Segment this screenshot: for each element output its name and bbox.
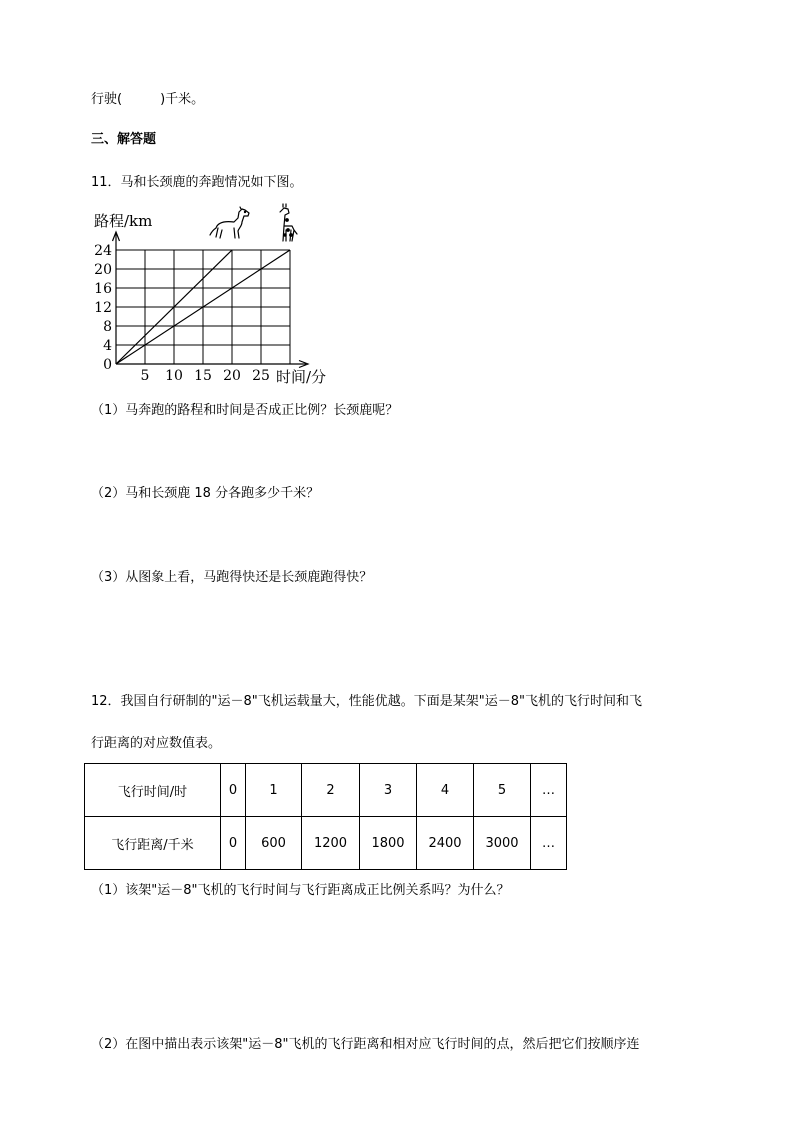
- table-cell: 3: [360, 764, 417, 817]
- q12-sub2: （2）在图中描出表示该架"运－8"飞机的飞行距离和相对应飞行时间的点，然后把它们按顺序连: [91, 1037, 640, 1052]
- x-tick-label: 20: [223, 368, 241, 384]
- table-cell: 0: [221, 764, 246, 817]
- row-header-distance: 飞行距离/千米: [85, 817, 221, 870]
- table-cell: 4: [417, 764, 474, 817]
- y-tick-label: 16: [94, 281, 112, 297]
- table-cell: 5: [474, 764, 531, 817]
- chart-ticks: [94, 243, 270, 384]
- table-cell: …: [531, 764, 567, 817]
- y-tick-label: 0: [103, 357, 112, 373]
- table-cell: 2400: [417, 817, 474, 870]
- table-cell: …: [531, 817, 567, 870]
- y-tick-label: 4: [103, 338, 112, 354]
- distance-time-chart: [88, 202, 348, 392]
- q11-sub3: （3）从图象上看，马跑得快还是长颈鹿跑得快？: [91, 570, 373, 585]
- table-cell: 600: [246, 817, 302, 870]
- table-row: [85, 817, 567, 870]
- q11-stem: 11．马和长颈鹿的奔跑情况如下图。: [91, 175, 303, 190]
- x-tick-label: 25: [252, 368, 270, 384]
- answer-text-after: )千米。: [160, 92, 205, 107]
- y-tick-label: 8: [103, 319, 112, 335]
- answer-text-before: 行驶(: [91, 92, 123, 107]
- row-header-time: 飞行时间/时: [85, 764, 221, 817]
- table-cell: 0: [221, 817, 246, 870]
- x-tick-label: 10: [165, 368, 183, 384]
- q12-stem-line1: 12．我国自行研制的"运－8"飞机运载量大，性能优越。下面是某架"运－8"飞机的飞行时间和飞: [91, 694, 643, 709]
- y-tick-label: 24: [94, 243, 112, 259]
- q11-sub2: （2）马和长颈鹿 18 分各跑多少千米？: [91, 486, 320, 501]
- y-tick-label: 12: [94, 300, 112, 316]
- table-row: [85, 764, 567, 817]
- q12-sub1: （1）该架"运－8"飞机的飞行时间与飞行距离成正比例关系吗？为什么？: [91, 883, 510, 898]
- table-cell: 3000: [474, 817, 531, 870]
- answer-line: [91, 88, 204, 107]
- x-tick-label: 5: [140, 368, 150, 384]
- x-axis-label: 时间/分: [276, 368, 327, 386]
- y-tick-label: 20: [94, 262, 112, 278]
- x-tick-label: 15: [194, 368, 212, 384]
- section-title: 三、解答题: [91, 132, 157, 147]
- q12-stem-line2: 行距离的对应数值表。: [91, 736, 222, 751]
- table-cell: 1200: [302, 817, 360, 870]
- table-cell: 2: [302, 764, 360, 817]
- giraffe-icon: [280, 204, 297, 241]
- y-axis-label: 路程/km: [94, 212, 153, 230]
- flight-data-table: [84, 763, 567, 870]
- horse-icon: [210, 207, 249, 238]
- table-cell: 1: [246, 764, 302, 817]
- table-cell: 1800: [360, 817, 417, 870]
- q11-sub1: （1）马奔跑的路程和时间是否成正比例？长颈鹿呢？: [91, 403, 399, 418]
